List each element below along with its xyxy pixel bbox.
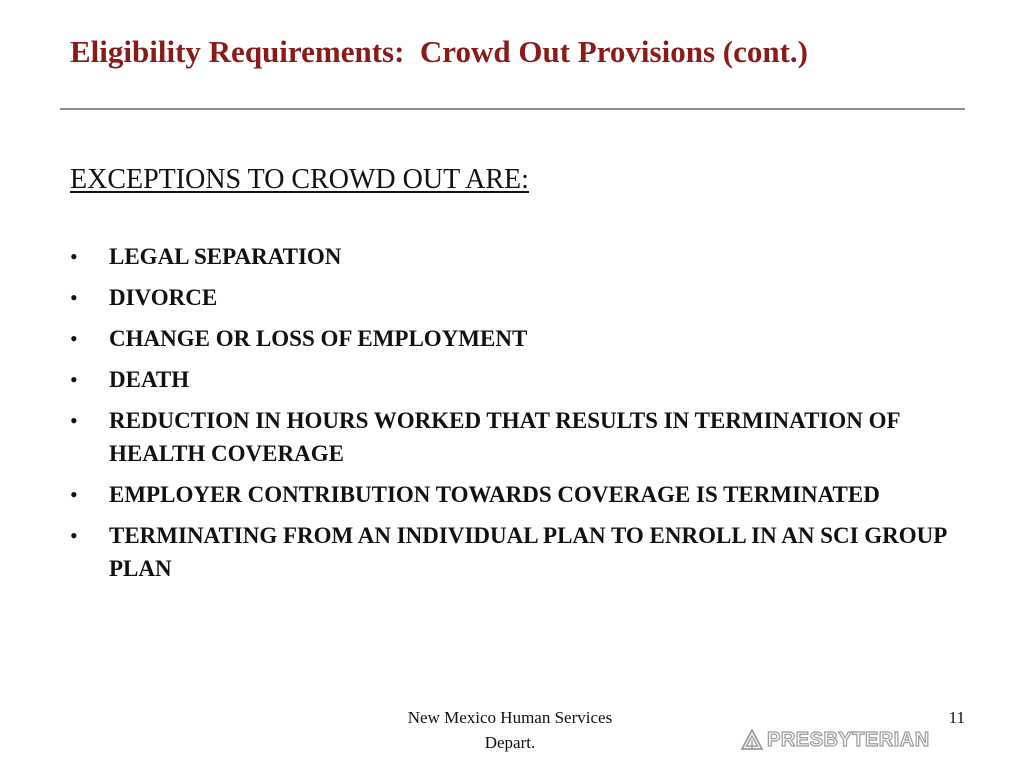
bullet-icon: • bbox=[70, 367, 78, 392]
list-item bbox=[70, 363, 970, 396]
list-item bbox=[70, 404, 970, 470]
footer-organization-line1: New Mexico Human Services bbox=[407, 708, 613, 727]
exception-list bbox=[70, 240, 970, 593]
bullet-icon: • bbox=[70, 408, 78, 433]
list-item-text: DEATH bbox=[109, 367, 190, 392]
list-item-text: CHANGE OR LOSS OF EMPLOYMENT bbox=[109, 326, 528, 351]
list-item bbox=[70, 281, 970, 314]
title-divider bbox=[60, 108, 965, 110]
list-item bbox=[70, 478, 970, 511]
list-item-text: LEGAL SEPARATION bbox=[109, 244, 342, 269]
list-item-text: EMPLOYER CONTRIBUTION TOWARDS COVERAGE IS TERMINATED bbox=[109, 482, 880, 507]
bullet-icon: • bbox=[70, 244, 78, 269]
presbyterian-logo bbox=[741, 727, 930, 753]
slide-title: Eligibility Requirements: Crowd Out Provisions (cont.) bbox=[70, 34, 808, 69]
footer-organization bbox=[375, 705, 645, 755]
section-subheading: EXCEPTIONS TO CROWD OUT ARE: bbox=[70, 164, 529, 195]
footer-organization-line2: Depart. bbox=[484, 733, 536, 752]
list-item-text: TERMINATING FROM AN INDIVIDUAL PLAN TO ENROLL IN AN SCI GROUP PLAN bbox=[109, 523, 947, 581]
logo-wordmark: PRESBYTERIAN bbox=[767, 729, 930, 751]
list-item-text: DIVORCE bbox=[109, 285, 218, 310]
bullet-icon: • bbox=[70, 285, 78, 310]
bullet-icon: • bbox=[70, 482, 78, 507]
bullet-icon: • bbox=[70, 523, 78, 548]
bullet-icon: • bbox=[70, 326, 78, 351]
presbyterian-logo-icon bbox=[741, 729, 763, 751]
list-item bbox=[70, 322, 970, 355]
list-item bbox=[70, 519, 970, 585]
list-item bbox=[70, 240, 970, 273]
page-number: 11 bbox=[948, 708, 965, 727]
list-item-text: REDUCTION IN HOURS WORKED THAT RESULTS IN TERMINATION OF HEALTH COVERAGE bbox=[109, 408, 900, 466]
